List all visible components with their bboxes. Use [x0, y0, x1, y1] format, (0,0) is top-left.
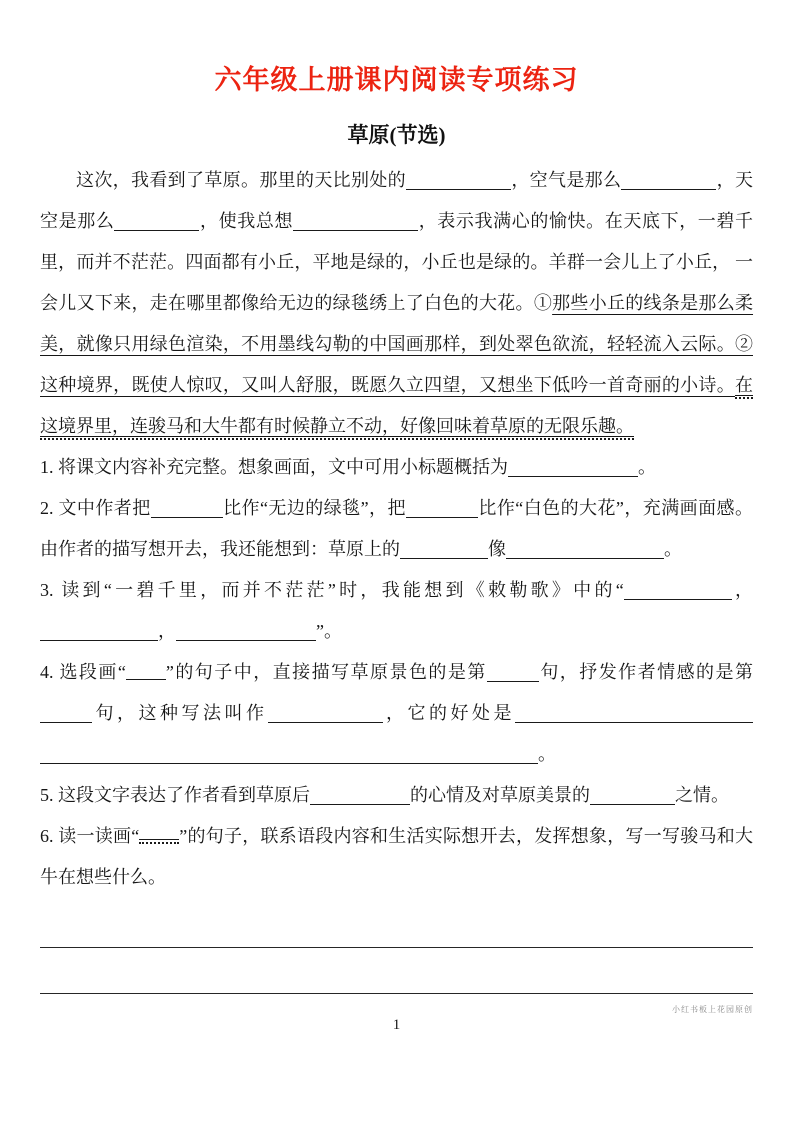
answer-blank [624, 581, 732, 600]
answer-blank [406, 171, 511, 190]
text-run: 6. 读一读画“ [40, 826, 140, 846]
answer-blank [487, 663, 539, 682]
text-run: 2. 文中作者把 [40, 498, 151, 518]
text-run: ， [731, 580, 754, 600]
text-run: 1. 将课文内容补充完整。想象画面，文中可用小标题概括为 [40, 457, 508, 477]
answer-lines-area [40, 902, 753, 994]
answer-line [40, 902, 753, 948]
answer-blank [40, 622, 158, 641]
answer-blank [406, 499, 478, 518]
wavy-line-mark [139, 830, 179, 844]
answer-blank [515, 704, 753, 723]
answer-blank [590, 786, 675, 805]
answer-blank [40, 704, 92, 723]
question-3 [40, 570, 753, 652]
text-run: ，它的好处是 [382, 703, 515, 723]
text-run: ”。 [316, 621, 342, 641]
watermark: 小红书板上花园原创 [672, 1005, 753, 1014]
page-title: 六年级上册课内阅读专项练习 [214, 65, 579, 95]
answer-blank [293, 212, 418, 231]
text-run: 之情。 [675, 785, 729, 805]
text-run: ，天空是那么 [40, 170, 754, 231]
question-4 [40, 652, 753, 775]
text-run: 。 [638, 457, 656, 477]
question-list [40, 447, 753, 898]
text-run: 像 [488, 539, 506, 559]
answer-blank [114, 212, 199, 231]
answer-blank [40, 745, 538, 764]
text-run: 句，这种写法叫作 [92, 703, 268, 723]
solid-line-mark [126, 667, 166, 680]
text-run: ”的句子中，直接描写草原景色的是第 [165, 662, 487, 682]
question-5 [40, 775, 753, 816]
underlined-sentence: 那些小丘的线条是那么柔美，就像只用绿色渲染，不用墨线勾勒的中国画那样，到处翠色欲流，轻轻流入云际。②这种境界，既使人惊叹，又叫人舒服，既愿久立四望，又想坐下低吟一首奇丽的小诗。 [40, 293, 754, 395]
answer-blank [310, 786, 410, 805]
text-run: ，空气是那么 [511, 170, 622, 190]
answer-blank [151, 499, 223, 518]
text-run: ， [158, 621, 176, 641]
text-run: 句，抒发作者情感的是第 [538, 662, 753, 682]
text-run: ，使我总想 [199, 211, 294, 231]
text-run: 4. 选段画“ [40, 662, 126, 682]
text-run: 比作“无边的绿毯”，把 [222, 498, 406, 518]
text-run: ”的句子，联系语段内容和生活实际想开去，发挥想象，写一写骏马和大牛在想些什么。 [40, 826, 753, 887]
page-number: 1 [392, 1017, 401, 1033]
question-6 [40, 816, 753, 898]
answer-blank [268, 704, 383, 723]
question-2 [40, 488, 753, 570]
answer-blank [621, 171, 716, 190]
answer-blank [400, 540, 488, 559]
wavy-underlined-sentence: 在这境界里，连骏马和大牛都有时候静立不动，好像回味着草原的无限乐趣。 [40, 375, 753, 440]
question-1 [40, 447, 753, 488]
answer-line [40, 948, 753, 994]
text-run: 。 [538, 744, 556, 764]
text-run: 。 [664, 539, 682, 559]
answer-blank [508, 458, 638, 477]
text-run: 的心情及对草原美景的 [410, 785, 590, 805]
passage-title: 草原(节选) [347, 123, 446, 147]
text-run: 比作“白色的大花”，充满画面感。由作者的描写想开去，我还能想到：草原上的 [40, 498, 754, 559]
text-run: ，表示我满心的愉快。在天底下，一碧千里，而并不茫茫。四面都有小丘，平地是绿的，小丘也是绿的。羊群一会儿上了小丘， 一会儿又下来，走在哪里都像给无边的绿毯绣上了白色的大花。① [40, 211, 754, 313]
text-run: 这次，我看到了草原。那里的天比别处的 [76, 170, 406, 190]
text-run: 3. 读到“一碧千里，而并不茫茫”时，我能想到《敕勒歌》中的“ [40, 580, 624, 600]
text-run: 5. 这段文字表达了作者看到草原后 [40, 785, 310, 805]
reading-passage [40, 160, 753, 447]
answer-blank [506, 540, 664, 559]
answer-blank [176, 622, 316, 641]
